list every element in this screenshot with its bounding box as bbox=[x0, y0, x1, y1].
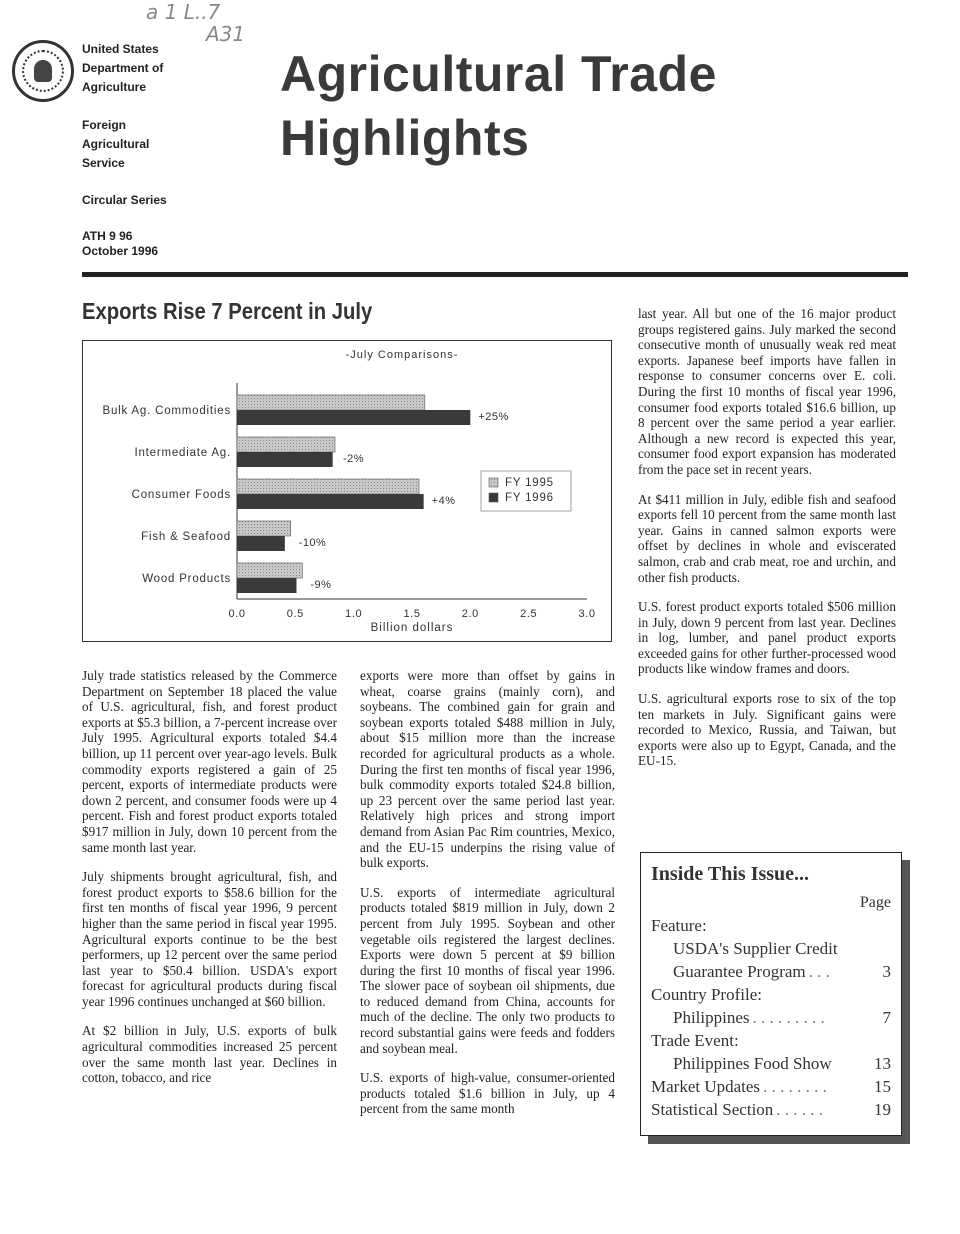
category-label: Bulk Ag. Commodities bbox=[102, 405, 231, 417]
x-tick-label: 2.0 bbox=[461, 608, 479, 620]
toc-entry-market-updates[interactable] bbox=[651, 1075, 891, 1098]
masthead-rule bbox=[82, 272, 908, 277]
article-column-3 bbox=[638, 306, 896, 783]
toc-section-trade-event: Trade Event: bbox=[651, 1031, 739, 1050]
bar-fy1996 bbox=[237, 494, 424, 509]
data-label: +25% bbox=[478, 411, 509, 423]
legend-swatch bbox=[489, 478, 498, 487]
bar-fy1996 bbox=[237, 410, 470, 425]
issue-number: ATH 9 96 bbox=[82, 229, 133, 243]
paragraph: last year. All but one of the 16 major product groups registered gains. July marked the second consecutive month of unusually weak red meat exports. Japanese beef imports have fallen in response to consumer concerns over E. coli. During the first 10 months of fiscal year 1996, consumer food exports totaled $16.6 billion, up 8 percent over the same period a year earlier. Although a new record is expected this year, consumer food export expansion has moderated from the pace set in recent years. bbox=[638, 306, 896, 477]
toc-entry-text: USDA's Supplier Credit bbox=[673, 939, 838, 958]
toc-page-number: 3 bbox=[882, 962, 891, 981]
service-line: Agricultural bbox=[82, 137, 150, 151]
bar-fy1996 bbox=[237, 536, 285, 551]
paragraph: July shipments brought agricultural, fish, and forest product exports to $58.6 billion for the first ten months of fiscal year 1996, 9 percent higher than the same period in fiscal year 1995. Agricultural exports continue to be the best performers, up 12 percent over the same period last year to $50.4 billion. USDA's export forecast for agricultural products during fiscal year 1996 continues unchanged at $60 billion. bbox=[82, 869, 337, 1009]
toc-leader bbox=[832, 1052, 871, 1075]
bar-fy1995 bbox=[237, 521, 291, 536]
toc-entry-label: Guarantee Program bbox=[673, 962, 806, 981]
title-line-2: Highlights bbox=[280, 110, 530, 166]
toc-leader: . . . bbox=[808, 962, 830, 981]
publication-title bbox=[280, 42, 717, 170]
agency-line: Agriculture bbox=[82, 80, 147, 94]
data-label: +4% bbox=[431, 495, 456, 507]
issue-date: October 1996 bbox=[82, 244, 159, 258]
data-label: -10% bbox=[298, 537, 327, 549]
bar-fy1995 bbox=[237, 395, 425, 410]
page-column-heading: Page bbox=[859, 894, 891, 911]
legend-label: FY 1996 bbox=[505, 492, 554, 504]
category-label: Intermediate Ag. bbox=[134, 447, 231, 459]
service-line: Foreign bbox=[82, 118, 126, 132]
toc-page-number: 15 bbox=[874, 1077, 891, 1096]
data-label: -2% bbox=[343, 453, 365, 465]
category-label: Fish & Seafood bbox=[141, 531, 231, 543]
agency-name bbox=[82, 40, 163, 97]
paragraph: U.S. exports of intermediate agricultural products totaled $819 million in July, down 2 percent from July 1995. Soybean and other vegetable oils registered the largest declines. Exports were down 5 percent at $9 billion during the first 10 months of fiscal year 1996. The slower pace of soybean oil shipments, due to reduced demand from China, accounts for much of the decline. The only two products to record substantial gains were feeds and fodders and soybean meal. bbox=[360, 884, 615, 1056]
bar-fy1995 bbox=[237, 437, 335, 452]
toc-leader: . . . . . . . . . bbox=[752, 1008, 825, 1027]
paragraph: July trade statistics released by the Commerce Department on September 18 placed the value of U.S. agricultural, fish, and forest product exports at $5.3 billion, a 7-percent increase over July 1995. Agricultural exports totaled $4.4 billion, up 11 percent over year-ago levels. Bulk commodity exports registered a gain of 25 percent, exports of intermediate products were down 2 percent, and consumer foods were up 4 percent. Fish and forest product exports totaled $917 million in July, down 10 percent from the same month last year. bbox=[82, 668, 337, 855]
series-label: Circular Series bbox=[82, 193, 167, 207]
toc-section-feature: Feature: bbox=[651, 916, 707, 935]
toc-entry-food-show[interactable] bbox=[651, 1052, 891, 1075]
exports-bar-chart bbox=[83, 341, 610, 640]
legend-label: FY 1995 bbox=[505, 477, 554, 489]
bar-fy1996 bbox=[237, 452, 333, 467]
toc-entry-philippines[interactable] bbox=[651, 1006, 891, 1029]
x-tick-label: 2.5 bbox=[520, 608, 538, 620]
x-tick-label: 1.5 bbox=[403, 608, 421, 620]
article-headline: Exports Rise 7 Percent in July bbox=[82, 298, 373, 324]
x-axis-label: Billion dollars bbox=[370, 622, 454, 634]
inside-this-issue-box bbox=[640, 852, 902, 1136]
toc-page-number: 13 bbox=[874, 1054, 891, 1073]
toc-page-number: 7 bbox=[882, 1008, 891, 1027]
data-label: -9% bbox=[310, 579, 332, 591]
service-name bbox=[82, 116, 149, 173]
x-tick-label: 1.0 bbox=[345, 608, 363, 620]
agency-line: United States bbox=[82, 42, 159, 56]
toc-entry-statistical-section[interactable] bbox=[651, 1098, 891, 1121]
toc-entry-supplier-credit[interactable] bbox=[651, 960, 891, 983]
category-label: Consumer Foods bbox=[131, 489, 231, 501]
category-label: Wood Products bbox=[142, 573, 231, 585]
paragraph: exports were more than offset by gains in wheat, coarse grains (mainly corn), and soybeans. The combined gain for grain and soybean exports totaled $488 million in July, about $15 million more than the increase recorded for agricultural products as a whole. During the first ten months of fiscal year 1996, bulk commodity exports totaled $24.8 billion, up 23 percent over the same period last year. Relatively high prices and strong import demand from Asian Pac Rim countries, Mexico, and the EU-15 underpins the rising value of bulk exports. bbox=[360, 668, 615, 871]
article-column-2 bbox=[360, 668, 615, 1131]
paragraph: U.S. forest product exports totaled $506 million in July, down 9 percent from last year. Declines in log, lumber, and panel product exports exceeded gains for other further-processed wood products like window frames and doors. bbox=[638, 599, 896, 677]
article-column-1 bbox=[82, 668, 337, 1100]
chart-frame bbox=[82, 340, 612, 642]
toc-leader: . . . . . . bbox=[776, 1100, 824, 1119]
usda-seal-icon bbox=[12, 40, 74, 102]
x-tick-label: 3.0 bbox=[578, 608, 596, 620]
handwritten-note-2: A31 bbox=[206, 22, 246, 46]
toc-entry-label: Market Updates bbox=[651, 1077, 761, 1096]
title-line-1: Agricultural Trade bbox=[280, 46, 717, 102]
x-tick-label: 0.0 bbox=[228, 608, 246, 620]
paragraph: U.S. exports of high-value, consumer-oriented products totaled $1.6 billion in July, up 4 percent from the same month bbox=[360, 1070, 615, 1117]
bar-fy1995 bbox=[237, 563, 302, 578]
paragraph: At $2 billion in July, U.S. exports of bulk agricultural commodities increased 25 percent over the same month last year. Declines in cotton, tobacco, and rice bbox=[82, 1023, 337, 1086]
toc-entry-label: Philippines bbox=[673, 1008, 750, 1027]
bar-fy1995 bbox=[237, 479, 419, 494]
toc-entry-label: Philippines Food Show bbox=[673, 1054, 832, 1073]
bar-fy1996 bbox=[237, 578, 297, 593]
handwritten-note-1: a 1 L..7 bbox=[146, 0, 221, 24]
toc-entry-label: Statistical Section bbox=[651, 1100, 774, 1119]
x-tick-label: 0.5 bbox=[286, 608, 304, 620]
paragraph: U.S. agricultural exports rose to six of the top ten markets in July. Significant gains were recorded to Mexico, Russia, and Taiwan, but exports were also up to Egypt, Canada, and the EU-15. bbox=[638, 691, 896, 769]
toc-section-country-profile: Country Profile: bbox=[651, 985, 762, 1004]
service-line: Service bbox=[82, 156, 125, 170]
toc-leader: . . . . . . . . bbox=[763, 1077, 827, 1096]
paragraph: At $411 million in July, edible fish and seafood exports fell 10 percent from the same month last year. Gains in canned salmon exports were offset by declines in whole and eviscerated salmon, crab and crab meat, roe and urchin, and other fish products. bbox=[638, 491, 896, 585]
toc-page-number: 19 bbox=[874, 1100, 891, 1119]
chart-title: -July Comparisons- bbox=[345, 349, 459, 361]
inset-title: Inside This Issue... bbox=[651, 863, 810, 885]
legend-swatch bbox=[489, 493, 498, 502]
agency-line: Department of bbox=[82, 61, 164, 75]
